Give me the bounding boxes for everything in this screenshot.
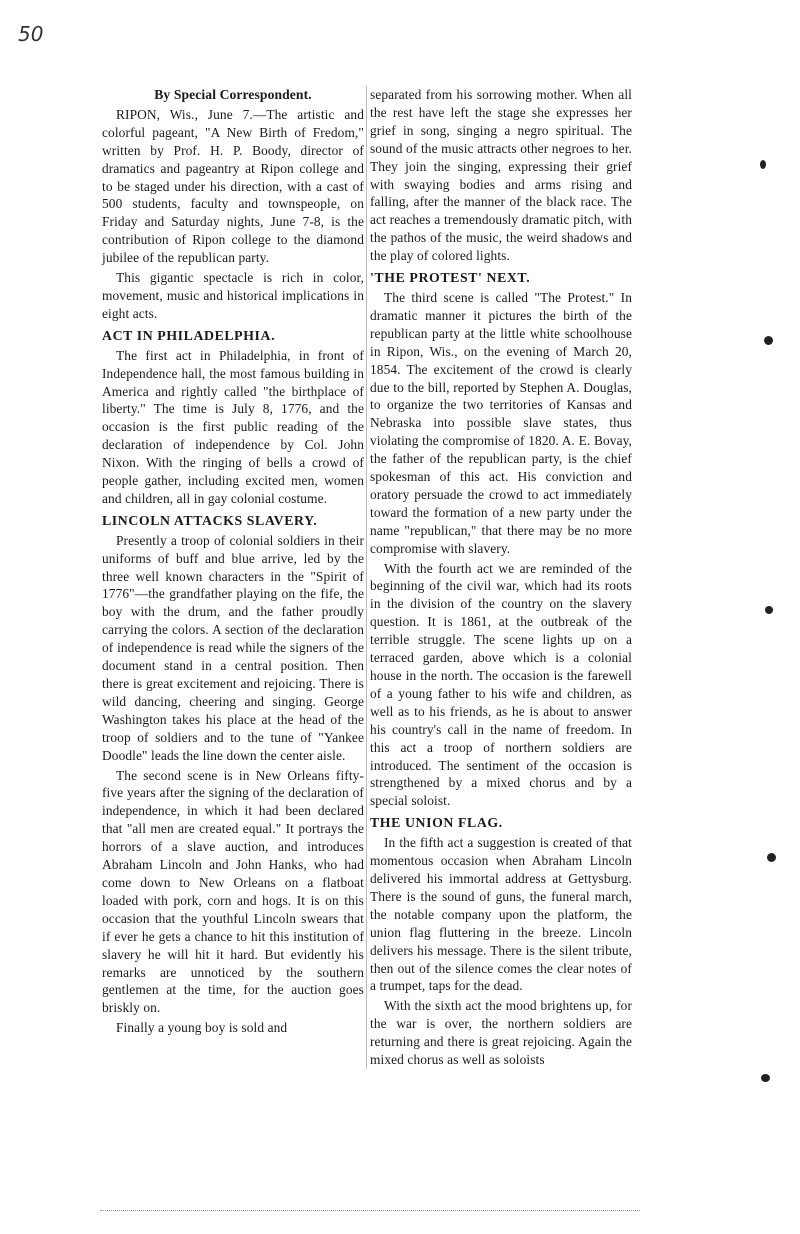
- left-column-text: [102, 106, 364, 1037]
- edge-mark: [764, 336, 773, 345]
- page-number: 50: [18, 22, 44, 46]
- byline: By Special Correspondent.: [154, 87, 312, 102]
- paragraph: The first act in Philadelphia, in front of Independence hall, the most famous building in America and rightly called "the birthplace of liberty." The time is July 8, 1776, and the occasion is the first public reading of the declaration of independence by Col. John Nixon. With the ringing of bells a crowd of people gather, including excited men, women and children, all in gay colonial costume.: [102, 347, 364, 506]
- section-heading: ACT IN PHILADELPHIA.: [102, 327, 276, 343]
- paragraph: Presently a troop of colonial soldiers in their uniforms of buff and blue arrive, led by the three well known characters in the "Spirit of 1776"—the grandfather playing on the fife, the boy with the drum, and the father proudly carrying the colors. A section of the declaration of independence is read while the signers of the document stand in a central position. Then there is great excitement and rejoicing. There is wild dancing, cheering and singing. George Washington takes his place at the head of the troop of soldiers and to the tune of "Yankee Doodle" leads the line down the center aisle.: [102, 532, 364, 763]
- edge-mark: [765, 606, 773, 614]
- article-right-column: [370, 86, 632, 1069]
- section-heading: 'THE PROTEST' NEXT.: [370, 270, 531, 286]
- paragraph: separated from his sorrowing mother. When all the rest have left the stage she expresses her grief in song, singing a negro spiritual. The sound of the music attracts other negroes to her. They join the singing, expressing their grief with swaying bodies and arms rising and falling, after the manner of the black race. The act reaches a tremendously dramatic pitch, with the pathos of the music, the weird shadows and the play of colored lights.: [370, 87, 632, 264]
- paragraph: Finally a young boy is sold and: [116, 1020, 288, 1036]
- paragraph: The third scene is called "The Protest." In dramatic manner it pictures the birth of the republican party at the little white schoolhouse in Ripon, Wis., on the evening of March 20, 1854. The excitement of the crowd is clearly due to the bill, reported by Stephen A. Douglas, to organize the two territories of Kansas and Nebraska into possible slave states, thus violating the compromise of 1820. A. E. Bovay, the father of the republican party, is the chief spokesman of this act. His conviction and oratory persuade the crowd to act immediately toward the formation of a new party under the name "republican," that there may be no more compromise with slavery.: [370, 289, 632, 556]
- section-heading: LINCOLN ATTACKS SLAVERY.: [102, 512, 318, 528]
- paragraph: RIPON, Wis., June 7.—The artistic and colorful pageant, "A New Birth of Fredom," written by Prof. H. P. Boody, director of dramatics and pageantry at Ripon college and to be staged under his direction, with a cast of 500 students, faculty and townspeople, on Friday and Saturday nights, June 7-8, is the contribution of Ripon college to the diamond jubilee of the republican party.: [102, 106, 364, 266]
- edge-mark: [760, 160, 766, 169]
- paragraph: The second scene is in New Orleans fifty-five years after the signing of the declaration of independence, in which it had been declared that "all men are created equal." It portrays the horrors of a slave auction, and introduces Abraham Lincoln and John Hanks, who had come down to New Orleans on a flatboat loaded with pork, corn and hogs. It is on this occasion that the youthful Lincoln swears that if ever he gets a chance to hit this institution of slavery he will hit it hard. But evidently his remarks are unnoticed by the southern gentlemen at the time, for the auction goes briskly on.: [102, 767, 364, 1016]
- right-column-text: [370, 86, 632, 1069]
- paragraph: With the sixth act the mood brightens up, for the war is over, the northern soldiers are returning and there is great rejoicing. Again the mixed chorus as well as soloists: [370, 998, 632, 1068]
- paragraph: With the fourth act we are reminded of the beginning of the civil war, which had its roots in the division of the country on the slavery question. It is 1861, at the outbreak of the terrible struggle. The scene lights up on a terraced garden, above which is a colonial house in the north. The occasion is the farewell of a young father to his wife and children, as well as to his friends, as he is about to answer his country's call in the name of freedom. In this act a troop of northern soldiers are introduced. The sentiment of the occasion is strengthened by a mixed chorus and by a special soloist.: [370, 560, 632, 809]
- edge-mark: [767, 853, 776, 862]
- paragraph: In the fifth act a suggestion is created of that momentous occasion when Abraham Lincoln delivered his immortal address at Gettysburg. There is the sound of guns, the funeral march, the notable company upon the platform, the union flag fluttering in the breeze. Lincoln delivers his message. There is the silent tribute, then out of the silence comes the clear notes of a trumpet, taps for the dead.: [370, 835, 632, 994]
- article-left-column: [102, 86, 364, 1037]
- edge-mark: [761, 1074, 770, 1082]
- bottom-rule: [100, 1210, 640, 1211]
- section-heading: THE UNION FLAG.: [370, 815, 503, 831]
- paragraph: This gigantic spectacle is rich in color, movement, music and historical implications in eight acts.: [102, 270, 364, 321]
